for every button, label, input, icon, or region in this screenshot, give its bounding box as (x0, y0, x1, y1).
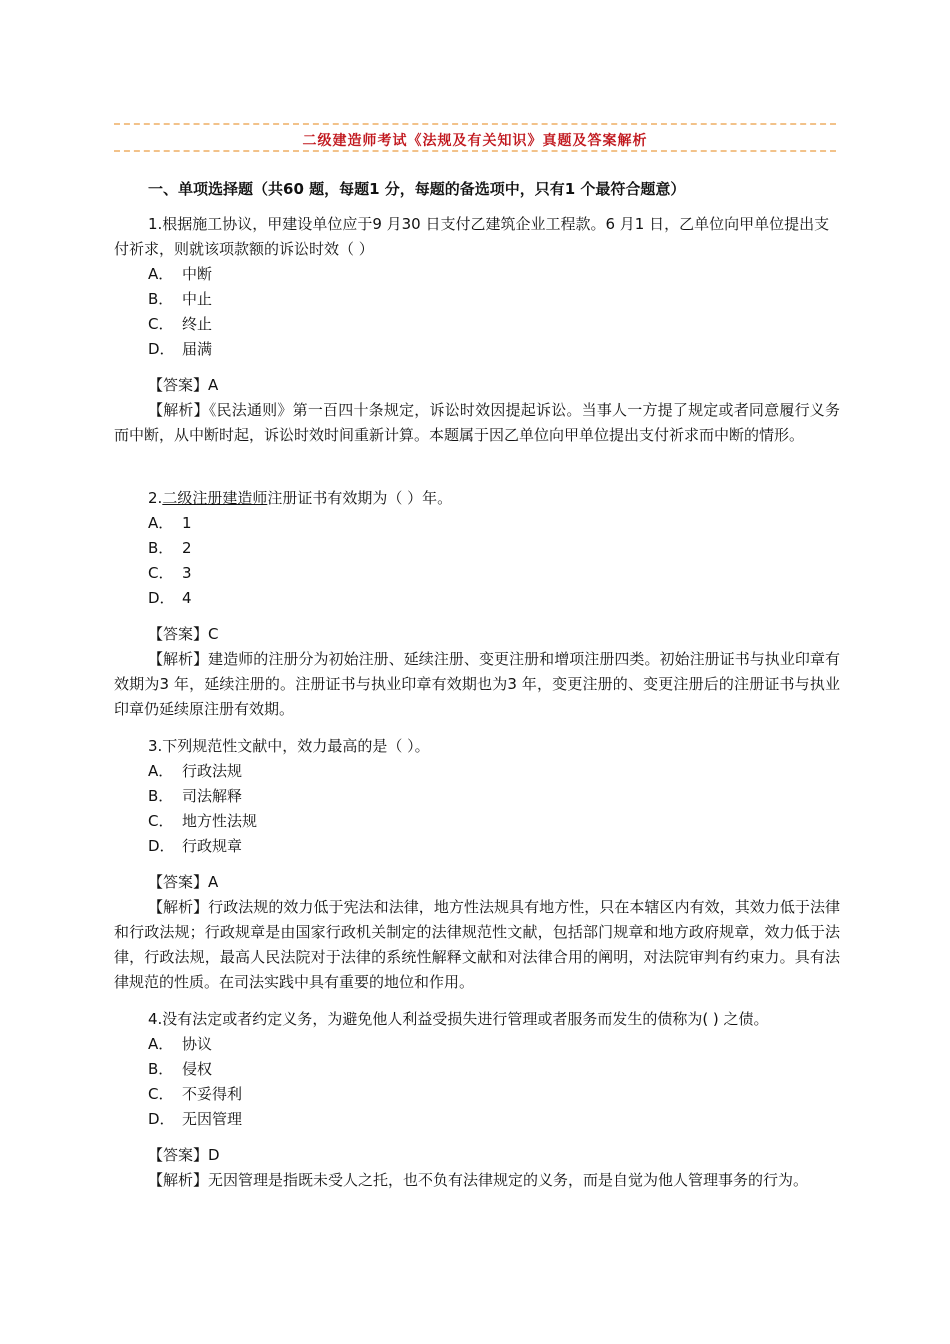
question-stem (114, 486, 840, 511)
option-d (148, 586, 840, 611)
option-c (148, 561, 840, 586)
answer: 【答案】A (148, 376, 219, 394)
option-text: 2 (182, 539, 192, 557)
option-letter: C． (148, 564, 174, 582)
option-text: 侵权 (182, 1060, 213, 1078)
option-text: 地方性法规 (182, 812, 258, 830)
option-letter: B． (148, 787, 174, 805)
explanation: 【解析】无因管理是指既未受人之托，也不负有法律规定的义务，而是自觉为他人管理事务的行为。 (148, 1171, 809, 1189)
option-letter: A． (148, 514, 174, 532)
option-text: 1 (182, 514, 192, 532)
option-text: 终止 (182, 315, 213, 333)
option-letter: D． (148, 1110, 175, 1128)
option-a (148, 759, 840, 784)
header-dashed-line-bottom (114, 150, 836, 152)
explanation: 【解析】《民法通则》第一百四十条规定，诉讼时效因提起诉讼。当事人一方提了规定或者同意履行义务而中断，从中断时起，诉讼时效时间重新计算。本题属于因乙单位向甲单位提出支付祈求而中断的情形。 (114, 401, 840, 444)
option-letter: C． (148, 315, 174, 333)
option-letter: B． (148, 539, 174, 557)
option-text: 行政规章 (182, 837, 243, 855)
question-2 (114, 486, 840, 722)
header-dashed-line-top (114, 123, 836, 125)
option-d (148, 1107, 840, 1132)
option-letter: D． (148, 340, 175, 358)
answer: 【答案】C (148, 625, 219, 643)
option-c (148, 809, 840, 834)
option-text: 4 (182, 589, 192, 607)
answer: 【答案】A (148, 873, 219, 891)
option-letter: D． (148, 837, 175, 855)
option-a (148, 511, 840, 536)
option-letter: C． (148, 1085, 174, 1103)
question-number: 2. (148, 489, 163, 507)
option-b (148, 536, 840, 561)
explanation: 【解析】建造师的注册分为初始注册、延续注册、变更注册和增项注册四类。初始注册证书与执业印章有效期为3 年，延续注册的。注册证书与执业印章有效期也为3 年，变更注册的、变更注册后的注册证书与执业印章仍延续原注册有效期。 (114, 650, 840, 718)
answer: 【答案】D (148, 1146, 220, 1164)
option-b (148, 784, 840, 809)
option-letter: A． (148, 265, 174, 283)
option-letter: A． (148, 1035, 174, 1053)
option-letter: A． (148, 762, 174, 780)
question-3 (114, 734, 840, 995)
option-letter: D． (148, 589, 175, 607)
option-a (148, 1032, 840, 1057)
option-text: 3 (182, 564, 192, 582)
option-b (148, 287, 840, 312)
option-a (148, 262, 840, 287)
question-4 (114, 1007, 840, 1193)
stem-link[interactable]: 二级注册建造师 (162, 489, 268, 507)
option-letter: C． (148, 812, 174, 830)
option-text: 届满 (182, 340, 213, 358)
option-letter: B． (148, 1060, 174, 1078)
option-text: 行政法规 (182, 762, 243, 780)
question-stem: 4.没有法定或者约定义务，为避免他人利益受损失进行管理或者服务而发生的债称为( ) 之债。 (148, 1010, 769, 1028)
option-c (148, 1082, 840, 1107)
option-text: 不妥得利 (182, 1085, 243, 1103)
question-stem: 3.下列规范性文献中，效力最高的是（ ）。 (148, 737, 430, 755)
option-d (148, 834, 840, 859)
option-text: 中断 (182, 265, 213, 283)
section-heading: 一、单项选择题（共60 题，每题1 分，每题的备选项中，只有1 个最符合题意） (148, 180, 686, 198)
option-text: 中止 (182, 290, 213, 308)
option-b (148, 1057, 840, 1082)
option-text: 司法解释 (182, 787, 243, 805)
explanation: 【解析】行政法规的效力低于宪法和法律，地方性法规具有地方性，只在本辖区内有效，其效力低于法律和行政法规；行政规章是由国家行政机关制定的法律规范性文献，包括部门规章和地方政府规章，效力低于法律，行政法规，最高人民法院对于法律的系统性解释文献和对法律合用的阐明，对法院审判有约束力。具有法律规范的性质。在司法实践中具有重要的地位和作用。 (114, 898, 840, 991)
option-text: 无因管理 (182, 1110, 243, 1128)
question-stem: 1.根据施工协议，甲建设单位应于9 月30 日支付乙建筑企业工程款。6 月1 日，乙单位向甲单位提出支付祈求，则就该项款额的诉讼时效（ ） (114, 215, 830, 258)
option-letter: B． (148, 290, 174, 308)
option-c (148, 312, 840, 337)
question-1 (114, 212, 840, 448)
question-stem-text: 注册证书有效期为（ ）年。 (267, 489, 453, 507)
option-d (148, 337, 840, 362)
document-title: 二级建造师考试《法规及有关知识》真题及答案解析 (302, 133, 648, 149)
option-text: 协议 (182, 1035, 213, 1053)
